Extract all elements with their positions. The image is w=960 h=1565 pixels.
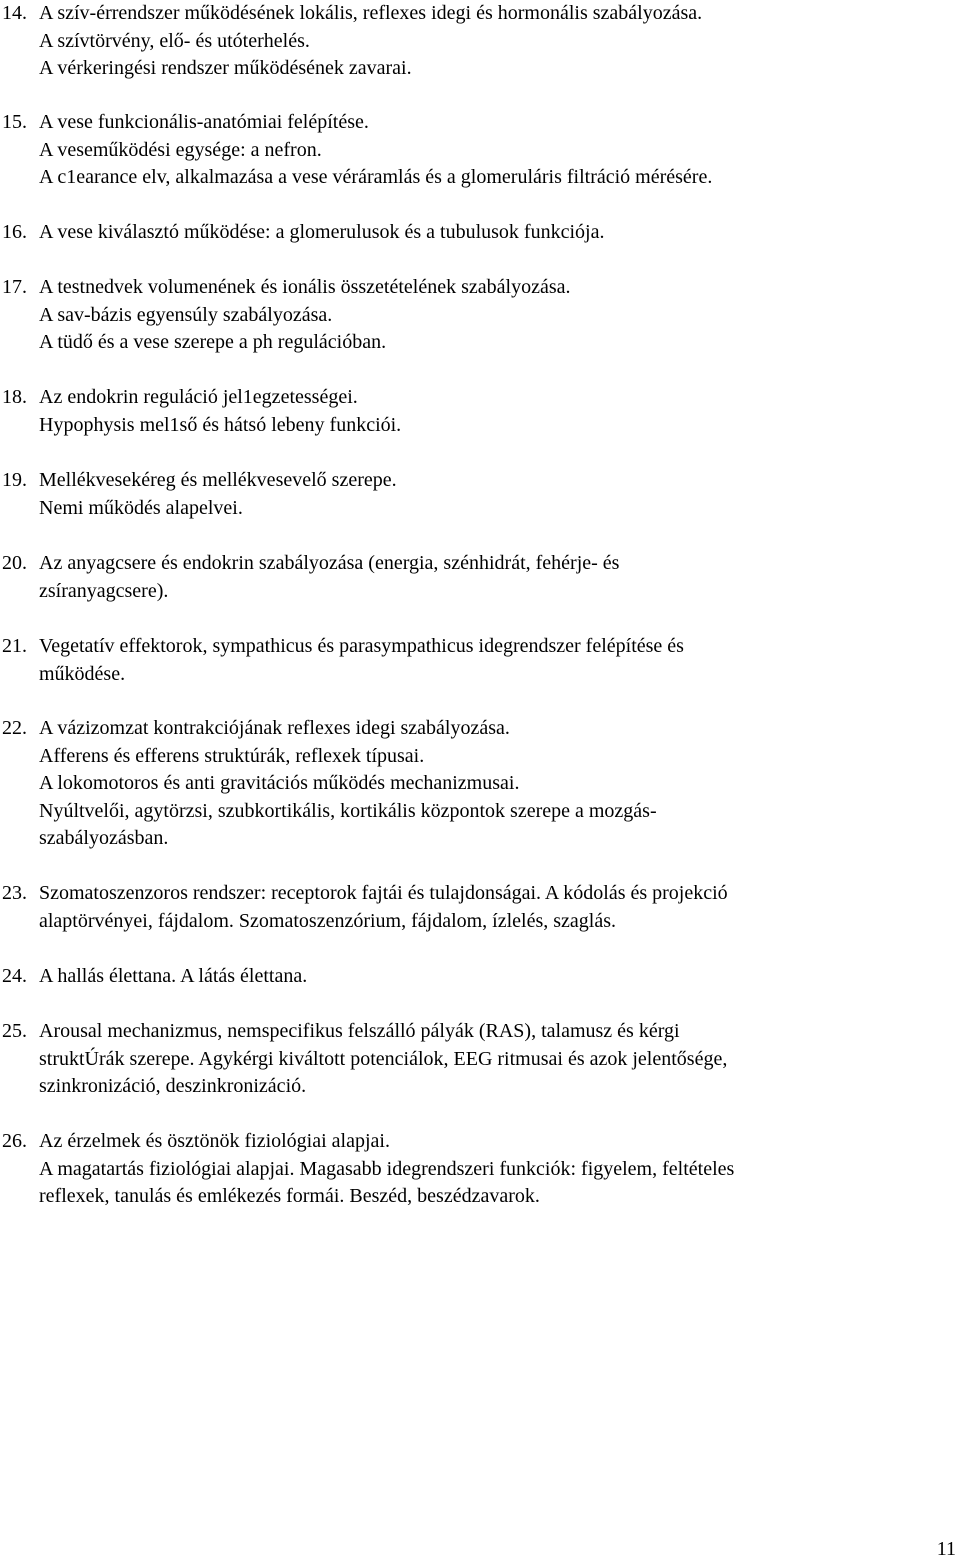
item-line: szabályozásban. — [39, 827, 169, 849]
item-text — [39, 274, 900, 357]
list-item — [0, 109, 900, 192]
item-line: A hallás élettana. A látás élettana. — [39, 965, 308, 987]
list-item — [0, 274, 900, 357]
item-line: Mellékvesekéreg és mellékvesevelő szerepe. — [39, 469, 397, 491]
list-item — [0, 715, 900, 853]
item-text — [39, 384, 900, 439]
item-line: Szomatoszenzoros rendszer: receptorok fajtái és tulajdonságai. A kódolás és projekció — [39, 882, 728, 904]
item-number: 15. — [2, 111, 27, 133]
item-line: A szívtörvény, elő- és utóterhelés. — [39, 29, 310, 52]
item-line: Hypophysis mel1ső és hátsó lebeny funkciói. — [39, 413, 402, 436]
list-item — [0, 633, 900, 688]
item-line: Arousal mechanizmus, nemspecifikus felszálló pályák (RAS), talamusz és kérgi — [39, 1020, 680, 1042]
item-line: A vérkeringési rendszer működésének zavarai. — [39, 57, 412, 79]
item-text — [39, 1018, 900, 1101]
item-line: A szív-érrendszer működésének lokális, reflexes idegi és hormonális szabályozása. — [39, 2, 703, 24]
item-line: zsíranyagcsere). — [39, 579, 169, 602]
item-line: Az érzelmek és ösztönök fiziológiai alapjai. — [39, 1130, 390, 1152]
list-item — [0, 1128, 900, 1211]
item-text — [39, 880, 900, 935]
list-item — [0, 467, 900, 522]
item-line: Az endokrin reguláció jel1egzetességei. — [39, 386, 358, 408]
item-line: reflexek, tanulás és emlékezés formái. Beszéd, beszédzavarok. — [39, 1185, 540, 1207]
item-text — [39, 467, 900, 522]
item-number: 26. — [2, 1130, 27, 1152]
item-line: A tüdő és a vese szerepe a ph regulációban. — [39, 331, 387, 353]
item-number: 23. — [2, 882, 27, 904]
item-line: működése. — [39, 662, 126, 685]
item-line: A c1earance elv, alkalmazása a vese véráramlás és a glomeruláris filtráció mérésére. — [39, 166, 713, 188]
item-number: 25. — [2, 1020, 27, 1042]
item-line: Afferens és efferens struktúrák, reflexek típusai. — [39, 744, 425, 767]
item-line: A vázizomzat kontrakciójának reflexes idegi szabályozása. — [39, 717, 510, 739]
item-text — [39, 1128, 900, 1211]
item-text — [39, 715, 900, 853]
list-item — [0, 880, 900, 935]
item-number: 17. — [2, 276, 27, 298]
item-line: A magatartás fiziológiai alapjai. Magasabb idegrendszeri funkciók: figyelem, feltételes — [39, 1157, 735, 1180]
list-item — [0, 0, 900, 83]
item-text — [39, 0, 900, 83]
item-line: struktÚrák szerepe. Agykérgi kiváltott potenciálok, EEG ritmusai és azok jelentősége, — [39, 1047, 728, 1070]
item-line: A vese kiválasztó működése: a glomerulusok és a tubulusok funkciója. — [39, 221, 605, 243]
list-item — [0, 550, 900, 605]
item-line: Nyúltvelői, agytörzsi, szubkortikális, kortikális központok szerepe a mozgás- — [39, 799, 657, 822]
item-text — [39, 963, 900, 991]
item-text — [39, 219, 900, 247]
item-line: A veseműködési egysége: a nefron. — [39, 138, 322, 161]
page-number: 11 — [936, 1538, 956, 1560]
list-item — [0, 1018, 900, 1101]
item-number: 21. — [2, 635, 27, 657]
item-line: A testnedvek volumenének és ionális összetételének szabályozása. — [39, 276, 571, 298]
item-text — [39, 109, 900, 192]
item-text — [39, 633, 900, 688]
list-item — [0, 963, 900, 991]
item-line: A vese funkcionális-anatómiai felépítése. — [39, 111, 369, 133]
item-number: 24. — [2, 965, 27, 987]
item-number: 18. — [2, 386, 27, 408]
item-line: szinkronizáció, deszinkronizáció. — [39, 1075, 307, 1097]
item-line: Vegetatív effektorok, sympathicus és parasympathicus idegrendszer felépítése és — [39, 635, 684, 657]
item-number: 19. — [2, 469, 27, 491]
item-line: alaptörvényei, fájdalom. Szomatoszenzórium, fájdalom, ízlelés, szaglás. — [39, 909, 617, 932]
item-line: A sav-bázis egyensúly szabályozása. — [39, 303, 333, 326]
item-number: 22. — [2, 717, 27, 739]
item-number: 14. — [2, 2, 27, 24]
item-line: Az anyagcsere és endokrin szabályozása (energia, szénhidrát, fehérje- és — [39, 552, 620, 574]
list-item — [0, 219, 900, 247]
list-item — [0, 384, 900, 439]
item-text — [39, 550, 900, 605]
item-line: A lokomotoros és anti gravitációs működés mechanizmusai. — [39, 772, 520, 794]
item-number: 20. — [2, 552, 27, 574]
item-number: 16. — [2, 221, 27, 243]
item-line: Nemi működés alapelvei. — [39, 496, 243, 519]
